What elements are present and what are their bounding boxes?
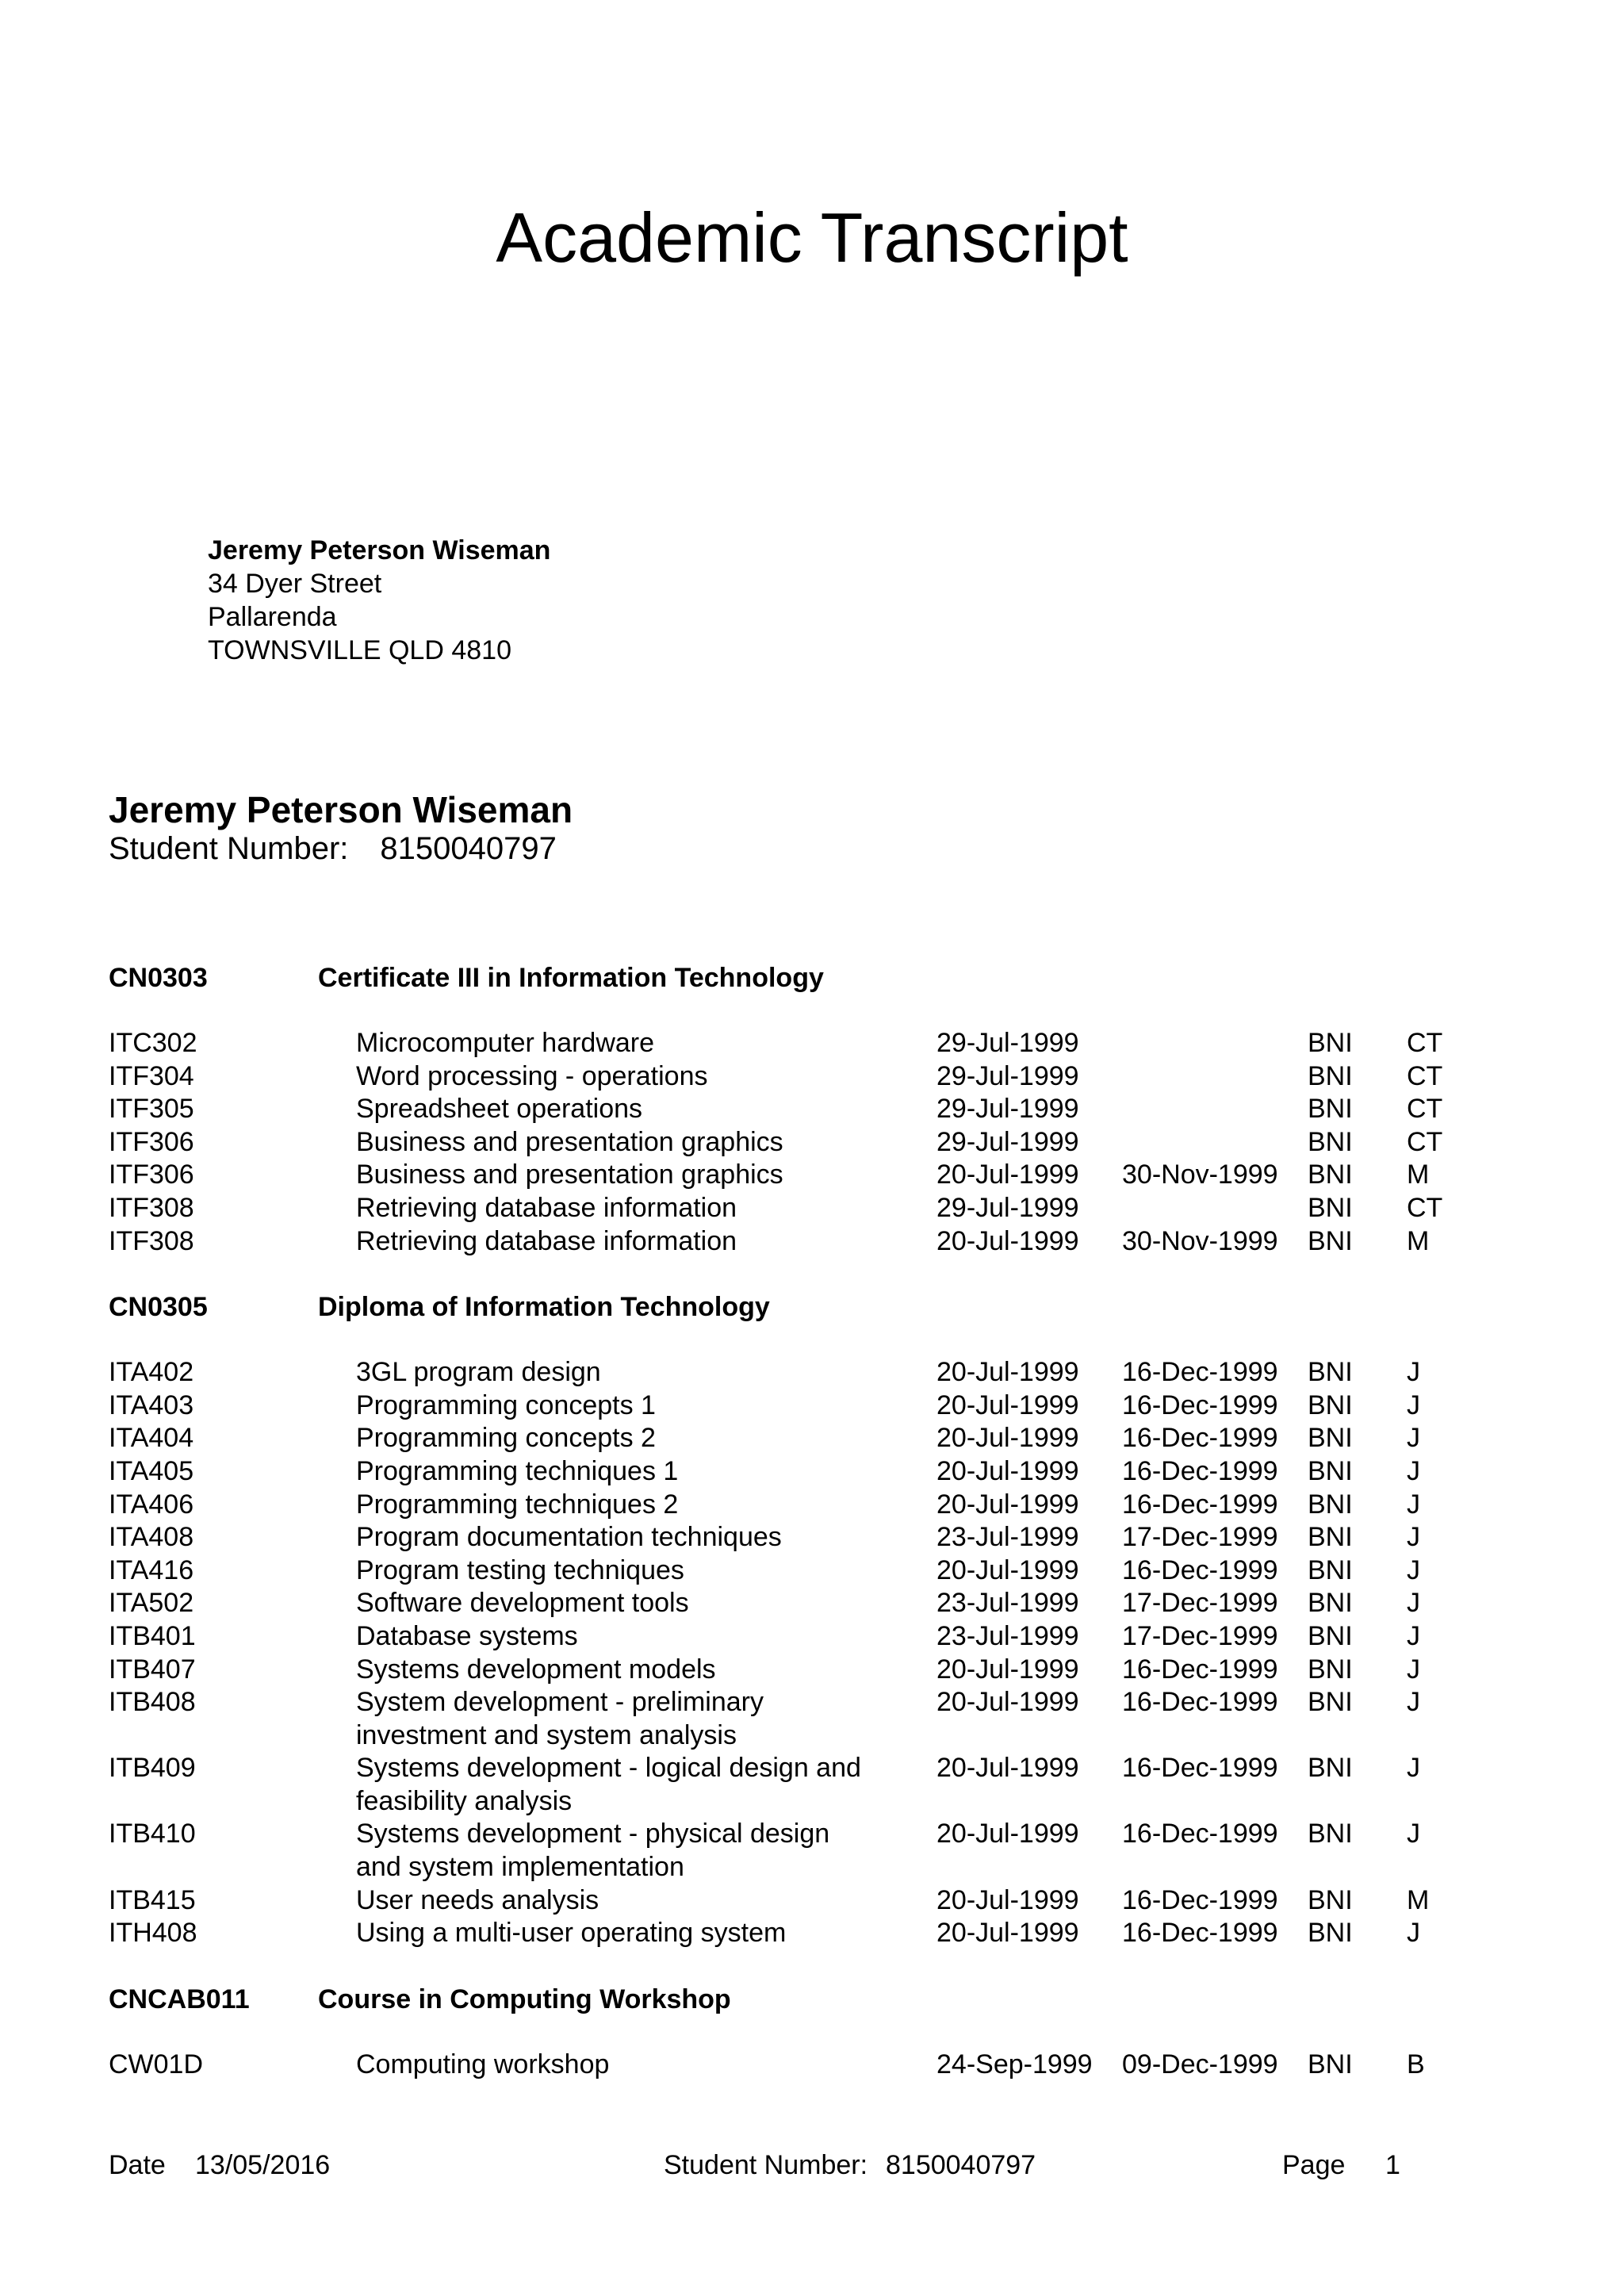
unit-start-date: 20-Jul-1999 bbox=[936, 1687, 1079, 1718]
unit-result: J bbox=[1407, 1455, 1420, 1486]
unit-row bbox=[109, 1159, 1536, 1192]
unit-end-date bbox=[1122, 1093, 1308, 1126]
unit-title: Using a multi-user operating system bbox=[356, 1918, 787, 1949]
unit-start-date: 23-Jul-1999 bbox=[936, 1620, 1079, 1651]
unit-title: Software development tools bbox=[356, 1588, 689, 1619]
unit-row bbox=[109, 1027, 1536, 1060]
unit-result: J bbox=[1407, 1389, 1420, 1420]
unit-row bbox=[109, 1192, 1536, 1225]
unit-start-date: 20-Jul-1999 bbox=[936, 1225, 1079, 1256]
course-section bbox=[109, 1290, 1536, 1950]
unit-start-date: 29-Jul-1999 bbox=[936, 1094, 1079, 1125]
unit-organisation: BNI bbox=[1308, 1918, 1353, 1949]
unit-row bbox=[109, 1587, 1536, 1620]
unit-start-date: 23-Jul-1999 bbox=[936, 1522, 1079, 1553]
address-line: TOWNSVILLE QLD 4810 bbox=[208, 635, 511, 665]
unit-result: M bbox=[1407, 1159, 1430, 1190]
unit-code: ITF306 bbox=[109, 1159, 194, 1190]
course-title: Course in Computing Workshop bbox=[318, 1984, 731, 2014]
unit-row bbox=[109, 2049, 1536, 2082]
unit-code: ITF306 bbox=[109, 1126, 194, 1157]
unit-start-date: 29-Jul-1999 bbox=[936, 1060, 1079, 1091]
unit-title: Program documentation techniques bbox=[356, 1522, 782, 1553]
unit-organisation: BNI bbox=[1308, 1192, 1353, 1223]
unit-end-date bbox=[1122, 1126, 1308, 1159]
unit-title: Business and presentation graphics bbox=[356, 1159, 783, 1190]
unit-title-line: investment and system analysis bbox=[356, 1719, 737, 1750]
unit-end-date: 16-Dec-1999 bbox=[1122, 1455, 1278, 1486]
unit-row bbox=[109, 1818, 1536, 1884]
unit-organisation: BNI bbox=[1308, 1126, 1353, 1157]
unit-code: ITF308 bbox=[109, 1192, 194, 1223]
unit-title: Programming concepts 1 bbox=[356, 1389, 656, 1420]
unit-start-date: 20-Jul-1999 bbox=[936, 1389, 1079, 1420]
unit-code: ITB409 bbox=[109, 1753, 196, 1784]
unit-result: B bbox=[1407, 2049, 1425, 2079]
unit-start-date: 20-Jul-1999 bbox=[936, 1159, 1079, 1190]
unit-start-date: 20-Jul-1999 bbox=[936, 1455, 1079, 1486]
course-list bbox=[109, 961, 1536, 2114]
unit-organisation: BNI bbox=[1308, 1620, 1353, 1651]
unit-start-date: 23-Jul-1999 bbox=[936, 1588, 1079, 1619]
course-code: CNCAB011 bbox=[109, 1984, 250, 2014]
unit-organisation: BNI bbox=[1308, 1423, 1353, 1454]
unit-title-line: Systems development - physical design bbox=[356, 1819, 830, 1849]
unit-result: CT bbox=[1407, 1192, 1443, 1223]
unit-organisation: BNI bbox=[1308, 1819, 1353, 1849]
course-code: CN0303 bbox=[109, 963, 208, 993]
unit-title: Program testing techniques bbox=[356, 1554, 684, 1585]
unit-start-date: 20-Jul-1999 bbox=[936, 1918, 1079, 1949]
unit-code: ITB408 bbox=[109, 1687, 196, 1718]
unit-result: CT bbox=[1407, 1094, 1443, 1125]
unit-row bbox=[109, 1225, 1536, 1259]
unit-title: Systems development models bbox=[356, 1654, 716, 1685]
unit-end-date: 30-Nov-1999 bbox=[1122, 1225, 1278, 1256]
mailing-address bbox=[208, 534, 550, 667]
unit-row bbox=[109, 1489, 1536, 1522]
unit-result: M bbox=[1407, 1884, 1430, 1915]
unit-end-date bbox=[1122, 1060, 1308, 1094]
unit-organisation: BNI bbox=[1308, 1455, 1353, 1486]
unit-end-date: 16-Dec-1999 bbox=[1122, 1687, 1278, 1718]
unit-result: J bbox=[1407, 1819, 1420, 1849]
unit-row bbox=[109, 1917, 1536, 1950]
unit-code: ITF305 bbox=[109, 1094, 194, 1125]
unit-title: 3GL program design bbox=[356, 1357, 601, 1388]
unit-end-date: 16-Dec-1999 bbox=[1122, 1423, 1278, 1454]
unit-end-date: 30-Nov-1999 bbox=[1122, 1159, 1278, 1190]
unit-title bbox=[356, 1818, 936, 1884]
unit-start-date: 20-Jul-1999 bbox=[936, 1753, 1079, 1784]
unit-start-date: 24-Sep-1999 bbox=[936, 2049, 1093, 2079]
unit-result: M bbox=[1407, 1225, 1430, 1256]
unit-start-date: 20-Jul-1999 bbox=[936, 1654, 1079, 1685]
unit-organisation: BNI bbox=[1308, 1654, 1353, 1685]
unit-organisation: BNI bbox=[1308, 1554, 1353, 1585]
unit-row bbox=[109, 1654, 1536, 1687]
unit-start-date: 20-Jul-1999 bbox=[936, 1357, 1079, 1388]
unit-result: J bbox=[1407, 1687, 1420, 1718]
student-number-value: 8150040797 bbox=[380, 831, 557, 866]
unit-title: Business and presentation graphics bbox=[356, 1126, 783, 1157]
unit-title bbox=[356, 1752, 936, 1818]
unit-row bbox=[109, 1093, 1536, 1126]
unit-result: J bbox=[1407, 1423, 1420, 1454]
unit-result: CT bbox=[1407, 1028, 1443, 1058]
unit-code: ITA404 bbox=[109, 1423, 194, 1454]
unit-organisation: BNI bbox=[1308, 1389, 1353, 1420]
unit-end-date: 17-Dec-1999 bbox=[1122, 1588, 1278, 1619]
unit-result: CT bbox=[1407, 1126, 1443, 1157]
unit-code: ITB407 bbox=[109, 1654, 196, 1685]
unit-row bbox=[109, 1686, 1536, 1752]
unit-code: ITF308 bbox=[109, 1225, 194, 1256]
unit-code: ITA502 bbox=[109, 1588, 194, 1619]
unit-result: CT bbox=[1407, 1060, 1443, 1091]
unit-result: J bbox=[1407, 1918, 1420, 1949]
unit-code: ITB401 bbox=[109, 1620, 196, 1651]
unit-row bbox=[109, 1356, 1536, 1389]
unit-code: ITB410 bbox=[109, 1819, 196, 1849]
unit-end-date: 16-Dec-1999 bbox=[1122, 1654, 1278, 1685]
unit-title: User needs analysis bbox=[356, 1884, 599, 1915]
unit-code: ITA408 bbox=[109, 1522, 194, 1553]
unit-organisation: BNI bbox=[1308, 1753, 1353, 1784]
unit-start-date: 20-Jul-1999 bbox=[936, 1819, 1079, 1849]
address-line: Pallarenda bbox=[208, 602, 337, 632]
unit-start-date: 20-Jul-1999 bbox=[936, 1423, 1079, 1454]
footer-page-label: Page bbox=[1282, 2150, 1346, 2180]
unit-code: ITC302 bbox=[109, 1028, 197, 1058]
unit-end-date: 09-Dec-1999 bbox=[1122, 2049, 1278, 2079]
student-number-label: Student Number: bbox=[109, 831, 349, 866]
unit-organisation: BNI bbox=[1308, 1028, 1353, 1058]
unit-start-date: 20-Jul-1999 bbox=[936, 1884, 1079, 1915]
student-number-line bbox=[109, 830, 573, 867]
unit-row bbox=[109, 1060, 1536, 1094]
unit-organisation: BNI bbox=[1308, 1159, 1353, 1190]
footer-date: 13/05/2016 bbox=[195, 2150, 331, 2180]
unit-end-date: 16-Dec-1999 bbox=[1122, 1357, 1278, 1388]
unit-result: J bbox=[1407, 1654, 1420, 1685]
course-section bbox=[109, 961, 1536, 1258]
unit-start-date: 20-Jul-1999 bbox=[936, 1489, 1079, 1520]
unit-result: J bbox=[1407, 1753, 1420, 1784]
unit-row bbox=[109, 1884, 1536, 1918]
footer-student-number: 8150040797 bbox=[886, 2150, 1036, 2180]
page-title: Academic Transcript bbox=[496, 198, 1128, 277]
course-title: Certificate III in Information Technology bbox=[318, 963, 824, 993]
unit-organisation: BNI bbox=[1308, 1094, 1353, 1125]
unit-row bbox=[109, 1126, 1536, 1159]
address-line: 34 Dyer Street bbox=[208, 569, 382, 599]
unit-row bbox=[109, 1422, 1536, 1455]
unit-start-date: 20-Jul-1999 bbox=[936, 1554, 1079, 1585]
unit-title: Computing workshop bbox=[356, 2049, 610, 2079]
unit-end-date: 17-Dec-1999 bbox=[1122, 1620, 1278, 1651]
unit-title: Spreadsheet operations bbox=[356, 1094, 643, 1125]
unit-result: J bbox=[1407, 1489, 1420, 1520]
unit-start-date: 29-Jul-1999 bbox=[936, 1192, 1079, 1223]
unit-title-line: feasibility analysis bbox=[356, 1785, 573, 1816]
unit-end-date: 16-Dec-1999 bbox=[1122, 1389, 1278, 1420]
unit-result: J bbox=[1407, 1357, 1420, 1388]
unit-end-date: 17-Dec-1999 bbox=[1122, 1522, 1278, 1553]
unit-end-date: 16-Dec-1999 bbox=[1122, 1819, 1278, 1849]
unit-code: ITA403 bbox=[109, 1389, 194, 1420]
unit-end-date: 16-Dec-1999 bbox=[1122, 1884, 1278, 1915]
unit-end-date: 16-Dec-1999 bbox=[1122, 1554, 1278, 1585]
unit-organisation: BNI bbox=[1308, 1060, 1353, 1091]
unit-title: Retrieving database information bbox=[356, 1192, 737, 1223]
unit-title: Programming techniques 1 bbox=[356, 1455, 679, 1486]
student-info bbox=[109, 789, 573, 867]
unit-code: ITA405 bbox=[109, 1455, 194, 1486]
unit-organisation: BNI bbox=[1308, 1884, 1353, 1915]
unit-result: J bbox=[1407, 1620, 1420, 1651]
unit-result: J bbox=[1407, 1522, 1420, 1553]
unit-title: Programming techniques 2 bbox=[356, 1489, 679, 1520]
unit-end-date: 16-Dec-1999 bbox=[1122, 1489, 1278, 1520]
unit-end-date: 16-Dec-1999 bbox=[1122, 1918, 1278, 1949]
unit-title-line: Systems development - logical design and bbox=[356, 1753, 861, 1784]
course-code: CN0305 bbox=[109, 1292, 208, 1323]
unit-organisation: BNI bbox=[1308, 1225, 1353, 1256]
unit-row bbox=[109, 1455, 1536, 1489]
footer-student-number-label: Student Number: bbox=[664, 2150, 868, 2180]
unit-title: Retrieving database information bbox=[356, 1225, 737, 1256]
unit-title: Word processing - operations bbox=[356, 1060, 708, 1091]
unit-start-date: 29-Jul-1999 bbox=[936, 1126, 1079, 1157]
unit-organisation: BNI bbox=[1308, 1522, 1353, 1553]
student-name: Jeremy Peterson Wiseman bbox=[109, 789, 573, 830]
unit-title: Microcomputer hardware bbox=[356, 1028, 655, 1058]
unit-end-date: 16-Dec-1999 bbox=[1122, 1753, 1278, 1784]
unit-title bbox=[356, 1686, 936, 1752]
unit-row bbox=[109, 1554, 1536, 1588]
unit-organisation: BNI bbox=[1308, 1357, 1353, 1388]
course-header bbox=[109, 1290, 1536, 1324]
unit-organisation: BNI bbox=[1308, 1687, 1353, 1718]
course-header bbox=[109, 1983, 1536, 2016]
unit-title-line: System development - preliminary bbox=[356, 1687, 764, 1718]
unit-organisation: BNI bbox=[1308, 2049, 1353, 2079]
unit-code: ITA402 bbox=[109, 1357, 194, 1388]
unit-code: ITF304 bbox=[109, 1060, 194, 1091]
unit-code: ITB415 bbox=[109, 1884, 196, 1915]
unit-code: CW01D bbox=[109, 2049, 204, 2079]
footer-date-label: Date bbox=[109, 2150, 166, 2180]
course-title: Diploma of Information Technology bbox=[318, 1292, 770, 1323]
unit-title-line: and system implementation bbox=[356, 1852, 684, 1883]
unit-organisation: BNI bbox=[1308, 1588, 1353, 1619]
footer-page-number: 1 bbox=[1385, 2150, 1400, 2180]
address-name: Jeremy Peterson Wiseman bbox=[208, 535, 551, 565]
unit-row bbox=[109, 1521, 1536, 1554]
unit-row bbox=[109, 1752, 1536, 1818]
unit-code: ITA416 bbox=[109, 1554, 194, 1585]
course-section bbox=[109, 1983, 1536, 2082]
unit-end-date bbox=[1122, 1027, 1308, 1060]
unit-code: ITH408 bbox=[109, 1918, 197, 1949]
unit-row bbox=[109, 1620, 1536, 1654]
unit-start-date: 29-Jul-1999 bbox=[936, 1028, 1079, 1058]
unit-end-date bbox=[1122, 1192, 1308, 1225]
unit-organisation: BNI bbox=[1308, 1489, 1353, 1520]
unit-row bbox=[109, 1389, 1536, 1423]
unit-result: J bbox=[1407, 1588, 1420, 1619]
unit-title: Database systems bbox=[356, 1620, 578, 1651]
unit-result: J bbox=[1407, 1554, 1420, 1585]
course-header bbox=[109, 961, 1536, 995]
unit-code: ITA406 bbox=[109, 1489, 194, 1520]
unit-title: Programming concepts 2 bbox=[356, 1423, 656, 1454]
